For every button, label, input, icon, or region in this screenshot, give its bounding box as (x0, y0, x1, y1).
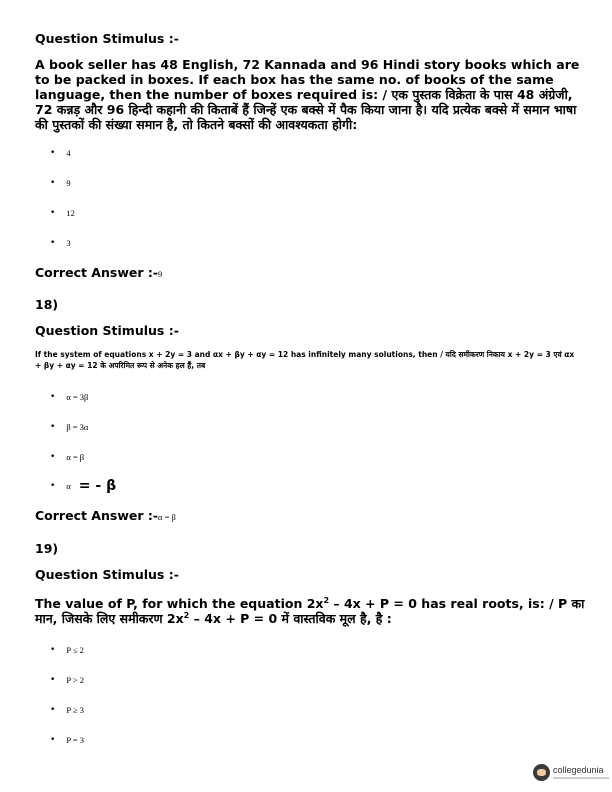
q18-option-2 (50, 422, 88, 432)
option-text: 3 (66, 238, 71, 248)
q17-option-3 (50, 208, 75, 218)
bullet-icon: • (50, 481, 56, 491)
bullet-icon: • (50, 392, 56, 402)
bullet-icon: • (50, 148, 56, 158)
q19-option-1 (50, 645, 84, 655)
q17-option-1 (50, 148, 71, 158)
q19-stimulus-header: Question Stimulus :- (35, 567, 179, 582)
option-text: 12 (66, 208, 75, 218)
option-text: P ≤ 2 (66, 645, 84, 655)
bullet-icon: • (50, 705, 56, 715)
q18-option-4 (50, 478, 116, 494)
q19-option-2 (50, 675, 84, 685)
q18-stimulus-header: Question Stimulus :- (35, 323, 179, 338)
q18-correct-answer (35, 508, 176, 523)
option-text: P > 2 (66, 675, 85, 685)
q19-stimulus: The value of P, for which the equation $2x^2 - 4x + P = 0$ has real roots, is: / P का मान, जिसके लिए समीकरण $2x^2 - 4x + P = 0$ में वास्तविक मूल है, है : (35, 596, 585, 626)
bullet-icon: • (50, 675, 56, 685)
answer-label: Correct Answer :- (35, 508, 159, 523)
bullet-icon: • (50, 645, 56, 655)
option-text: β = 3α (66, 422, 89, 432)
bullet-icon: • (50, 238, 56, 248)
q19-option-3 (50, 705, 84, 715)
q17-stimulus: A book seller has 48 English, 72 Kannada and 96 Hindi story books which are to be packed in boxes. If each box has the same no. of books of the same language, then the number of boxes required is: / एक पुस्तक विक्रेता के पास 48 अंग्रेजी, 72 कन्नड़ और 96 हिन्दी कहानी की किताबें हैं जिन्हें एक बक्से में पैक किया जाना है। यदि प्रत्येक बक्से में समान भाषा की पुस्तकों की संख्या समान है, तो कितने बक्सों की आवश्यकता होगी: (35, 57, 580, 132)
bullet-icon: • (50, 452, 56, 462)
q17-stimulus-header: Question Stimulus :- (35, 31, 179, 46)
mascot-icon (533, 764, 550, 781)
option-text: P = 3 (66, 735, 85, 745)
option-text: 9 (66, 178, 71, 188)
option-text: α = 3β (66, 392, 89, 402)
logo-tagline-bar (553, 777, 609, 779)
q18-option-1 (50, 392, 88, 402)
q19-option-4 (50, 735, 84, 745)
q17-option-2 (50, 178, 71, 188)
option-text: α = β (66, 452, 85, 462)
q18-stimulus: If the system of equations x + 2y = 3 and αx + βy + αy = 12 has infinitely many solutions, then / यदि समीकरण निकाय x + 2y = 3 एवं αx + βy + αy = 12 के अपरिमित रूप से अनेक हल हैं, तब (35, 350, 575, 370)
logo-text: collegedunia (553, 765, 604, 775)
bullet-icon: • (50, 208, 56, 218)
q18-number: 18) (35, 297, 59, 312)
answer-label: Correct Answer :- (35, 265, 159, 280)
answer-value: α = β (158, 512, 176, 522)
q17-option-4 (50, 238, 71, 248)
q19-number: 19) (35, 541, 59, 556)
q17-correct-answer (35, 265, 162, 280)
bullet-icon: • (50, 422, 56, 432)
bullet-icon: • (50, 178, 56, 188)
option-text-suffix: = - β (78, 478, 117, 494)
answer-value: 9 (158, 269, 163, 279)
q18-option-3 (50, 452, 84, 462)
option-text: P ≥ 3 (66, 705, 84, 715)
option-text: α (66, 481, 71, 491)
collegedunia-logo (533, 764, 609, 781)
option-text: 4 (66, 148, 71, 158)
bullet-icon: • (50, 735, 56, 745)
